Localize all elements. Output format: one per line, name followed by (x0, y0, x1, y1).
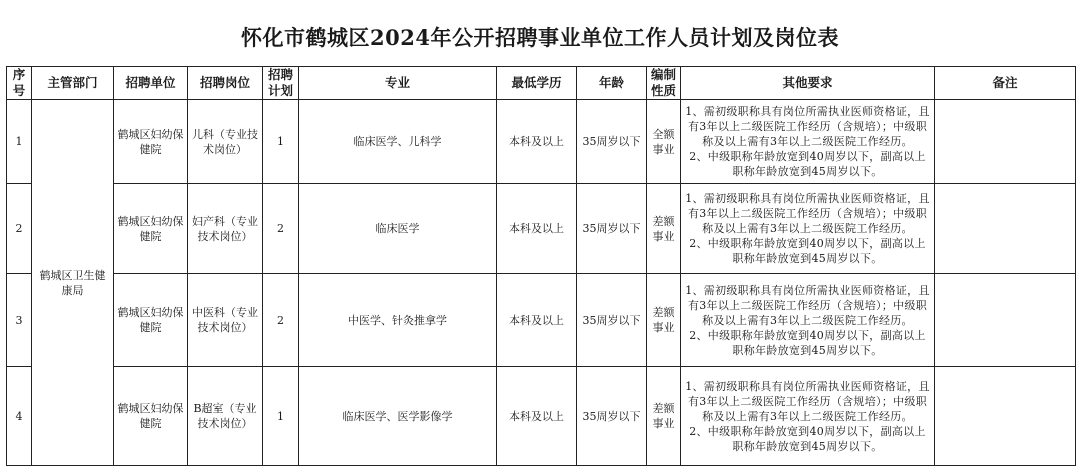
table-row (7, 274, 1076, 367)
header-plan: 招聘 计划 (263, 67, 299, 100)
cell-unit: 鹤城区妇幼保健院 (114, 184, 188, 274)
cell-post: 中医科（专业技术岗位） (188, 274, 263, 367)
cell-nature: 差额 事业 (647, 184, 681, 274)
header-major: 专业 (299, 67, 497, 100)
header-note: 备注 (935, 67, 1076, 100)
table-row (7, 367, 1076, 466)
cell-major: 临床医学、儿科学 (299, 100, 497, 184)
cell-age: 35周岁以下 (577, 274, 647, 367)
cell-seq: 3 (7, 274, 32, 367)
cell-plan: 1 (263, 367, 299, 466)
cell-post: B超室（专业技术岗位） (188, 367, 263, 466)
cell-edu: 本科及以上 (497, 274, 577, 367)
cell-major: 中医学、针灸推拿学 (299, 274, 497, 367)
header-other: 其他要求 (681, 67, 935, 100)
header-post: 招聘岗位 (188, 67, 263, 100)
cell-unit: 鹤城区妇幼保健院 (114, 274, 188, 367)
header-dept: 主管部门 (32, 67, 114, 100)
cell-seq: 1 (7, 100, 32, 184)
cell-dept: 鹤城区卫生健康局 (32, 100, 114, 466)
cell-unit: 鹤城区妇幼保健院 (114, 367, 188, 466)
cell-plan: 1 (263, 100, 299, 184)
cell-note (935, 184, 1076, 274)
cell-post: 妇产科（专业技术岗位） (188, 184, 263, 274)
cell-unit: 鹤城区妇幼保健院 (114, 100, 188, 184)
table-row (7, 184, 1076, 274)
cell-major: 临床医学 (299, 184, 497, 274)
cell-age: 35周岁以下 (577, 100, 647, 184)
cell-nature: 差额 事业 (647, 274, 681, 367)
cell-requirements: 1、需初级职称具有岗位所需执业医师资格证，且有3年以上二级医院工作经历（含规培）；中级职称及以上需有3年以上二级医院工作经历。 2、中级职称年龄放宽到40周岁以下，副高以上职称年龄放宽到45周岁以下。 (681, 367, 935, 466)
cell-note (935, 100, 1076, 184)
cell-age: 35周岁以下 (577, 184, 647, 274)
header-age: 年龄 (577, 67, 647, 100)
cell-edu: 本科及以上 (497, 184, 577, 274)
cell-note (935, 274, 1076, 367)
cell-note (935, 367, 1076, 466)
header-edu: 最低学历 (497, 67, 577, 100)
header-unit: 招聘单位 (114, 67, 188, 100)
cell-plan: 2 (263, 184, 299, 274)
table-header-row (7, 67, 1076, 100)
cell-nature: 全额 事业 (647, 100, 681, 184)
page-title: 怀化市鹤城区2024年公开招聘事业单位工作人员计划及岗位表 (241, 25, 839, 50)
header-nature: 编制 性质 (647, 67, 681, 100)
cell-major: 临床医学、医学影像学 (299, 367, 497, 466)
table-row (7, 100, 1076, 184)
recruitment-table (6, 66, 1076, 466)
cell-plan: 2 (263, 274, 299, 367)
header-seq: 序 号 (7, 67, 32, 100)
cell-post: 儿科（专业技术岗位） (188, 100, 263, 184)
cell-requirements: 1、需初级职称具有岗位所需执业医师资格证，且有3年以上二级医院工作经历（含规培）；中级职称及以上需有3年以上二级医院工作经历。 2、中级职称年龄放宽到40周岁以下，副高以上职称年龄放宽到45周岁以下。 (681, 184, 935, 274)
cell-edu: 本科及以上 (497, 100, 577, 184)
cell-nature: 差额 事业 (647, 367, 681, 466)
cell-requirements: 1、需初级职称具有岗位所需执业医师资格证，且有3年以上二级医院工作经历（含规培）；中级职称及以上需有3年以上二级医院工作经历。 2、中级职称年龄放宽到40周岁以下，副高以上职称年龄放宽到45周岁以下。 (681, 274, 935, 367)
cell-edu: 本科及以上 (497, 367, 577, 466)
cell-seq: 2 (7, 184, 32, 274)
cell-requirements: 1、需初级职称具有岗位所需执业医师资格证，且有3年以上二级医院工作经历（含规培）；中级职称及以上需有3年以上二级医院工作经历。 2、中级职称年龄放宽到40周岁以下，副高以上职称年龄放宽到45周岁以下。 (681, 100, 935, 184)
cell-age: 35周岁以下 (577, 367, 647, 466)
cell-seq: 4 (7, 367, 32, 466)
